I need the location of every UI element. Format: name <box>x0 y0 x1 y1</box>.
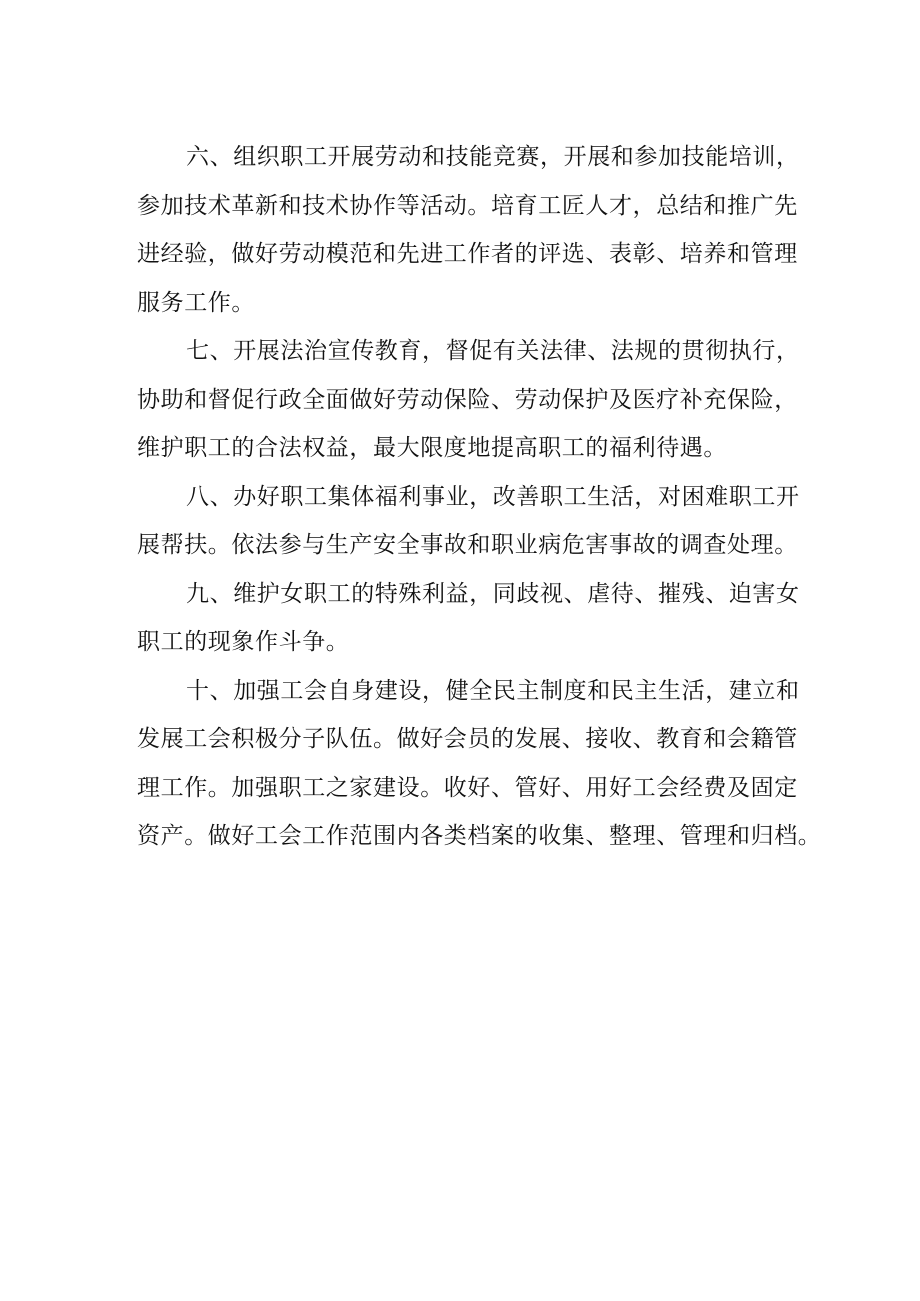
paragraph-line: 维护职工的合法权益，最大限度地提高职工的福利待遇。 <box>137 435 727 461</box>
paragraph-line: 展帮扶。依法参与生产安全事故和职业病危害事故的调查处理。 <box>137 532 798 558</box>
paragraph-line: 进经验，做好劳动模范和先进工作者的评选、表彰、培养和管理 <box>137 241 798 267</box>
paragraph-line: 协助和督促行政全面做好劳动保险、劳动保护及医疗补充保险， <box>137 386 798 413</box>
paragraph-line: 七、开展法治宣传教育，督促有关法律、法规的贯彻执行， <box>186 338 800 364</box>
paragraph-line: 服务工作。 <box>137 289 255 316</box>
paragraph-line: 九、维护女职工的特殊利益，同歧视、虐待、摧残、迫害女 <box>186 580 800 607</box>
paragraph-7 <box>137 327 817 473</box>
document-body <box>137 133 822 861</box>
paragraph-line: 八、办好职工集体福利事业，改善职工生活，对困难职工开 <box>186 483 800 510</box>
paragraph-line: 理工作。加强职工之家建设。收好、管好、用好工会经费及固定 <box>137 774 798 801</box>
paragraph-line: 参加技术革新和技术协作等活动。培育工匠人才，总结和推广先 <box>137 192 798 219</box>
paragraph-9 <box>137 570 817 667</box>
paragraph-line: 十、加强工会自身建设，健全民主制度和民主生活，建立和 <box>186 677 800 704</box>
paragraph-line: 发展工会积极分子队伍。做好会员的发展、接收、教育和会籍管 <box>137 726 798 752</box>
paragraph-line: 六、组织职工开展劳动和技能竞赛，开展和参加技能培训， <box>186 144 800 170</box>
paragraph-8 <box>137 473 817 570</box>
paragraph-10 <box>137 667 822 861</box>
paragraph-line: 职工的现象作斗争。 <box>137 629 350 655</box>
paragraph-6 <box>137 133 817 327</box>
paragraph-line: 资产。做好工会工作范围内各类档案的收集、整理、管理和归档。 <box>137 823 822 849</box>
